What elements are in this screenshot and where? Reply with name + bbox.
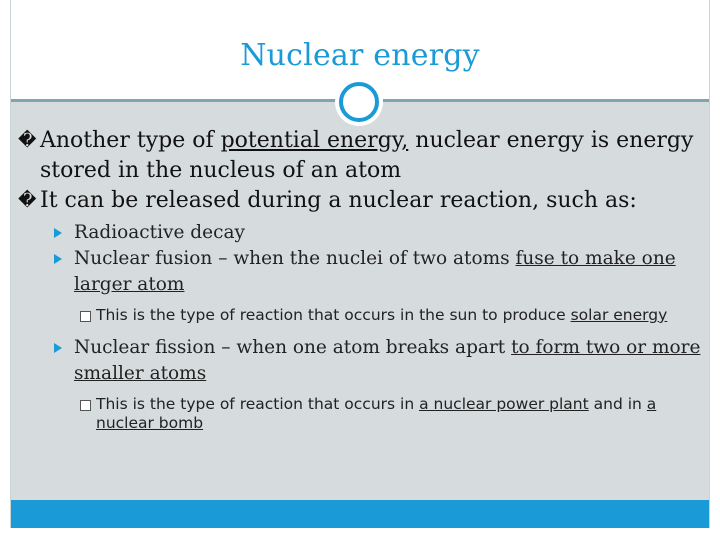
slide-body xyxy=(18,126,708,433)
note-underlined: a nuclear bomb xyxy=(96,395,657,432)
circle-ornament-icon xyxy=(339,82,379,122)
note-fusion-sun xyxy=(18,306,708,325)
bullet-text-part: nuclear energy is energy stored in the nucleus of an atom xyxy=(40,128,694,183)
subitem-text: Nuclear fission – when one atom breaks apart xyxy=(74,337,512,358)
triangle-bullet-icon xyxy=(54,343,62,353)
bullet-released xyxy=(18,186,708,216)
note-text: This is the type of reaction that occurs in the sun to produce xyxy=(96,306,571,324)
square-bullet-icon: � xyxy=(18,190,37,211)
note-underlined: a nuclear power plant xyxy=(419,395,589,413)
bullet-potential-energy xyxy=(18,126,708,186)
bullet-text: It can be released during a nuclear reaction, such as: xyxy=(40,188,637,213)
subitem-underlined: fuse to make one larger atom xyxy=(74,248,676,295)
subitem-text: Nuclear fusion – when the nuclei of two atoms xyxy=(74,248,516,269)
slide-title: Nuclear energy xyxy=(240,38,480,73)
triangle-bullet-icon xyxy=(54,228,62,238)
subitem-radioactive-decay xyxy=(18,220,708,246)
checkbox-bullet-icon xyxy=(80,400,91,411)
note-text: This is the type of reaction that occurs in xyxy=(96,395,420,413)
bullet-text-part: Another type of xyxy=(40,128,221,153)
square-bullet-icon: � xyxy=(18,130,37,151)
subitem-underlined: to form two or more smaller atoms xyxy=(74,337,701,384)
checkbox-bullet-icon xyxy=(80,311,91,322)
subitem-nuclear-fusion xyxy=(18,246,708,298)
footer-bar xyxy=(11,500,709,528)
subitem-text: Radioactive decay xyxy=(74,222,245,243)
note-text: and in xyxy=(588,395,647,413)
note-fission-plant xyxy=(18,395,708,433)
note-underlined: solar energy xyxy=(570,306,668,324)
potential-energy-link: potential energy, xyxy=(220,128,409,153)
subitem-nuclear-fission xyxy=(18,335,708,387)
triangle-bullet-icon xyxy=(54,254,62,264)
